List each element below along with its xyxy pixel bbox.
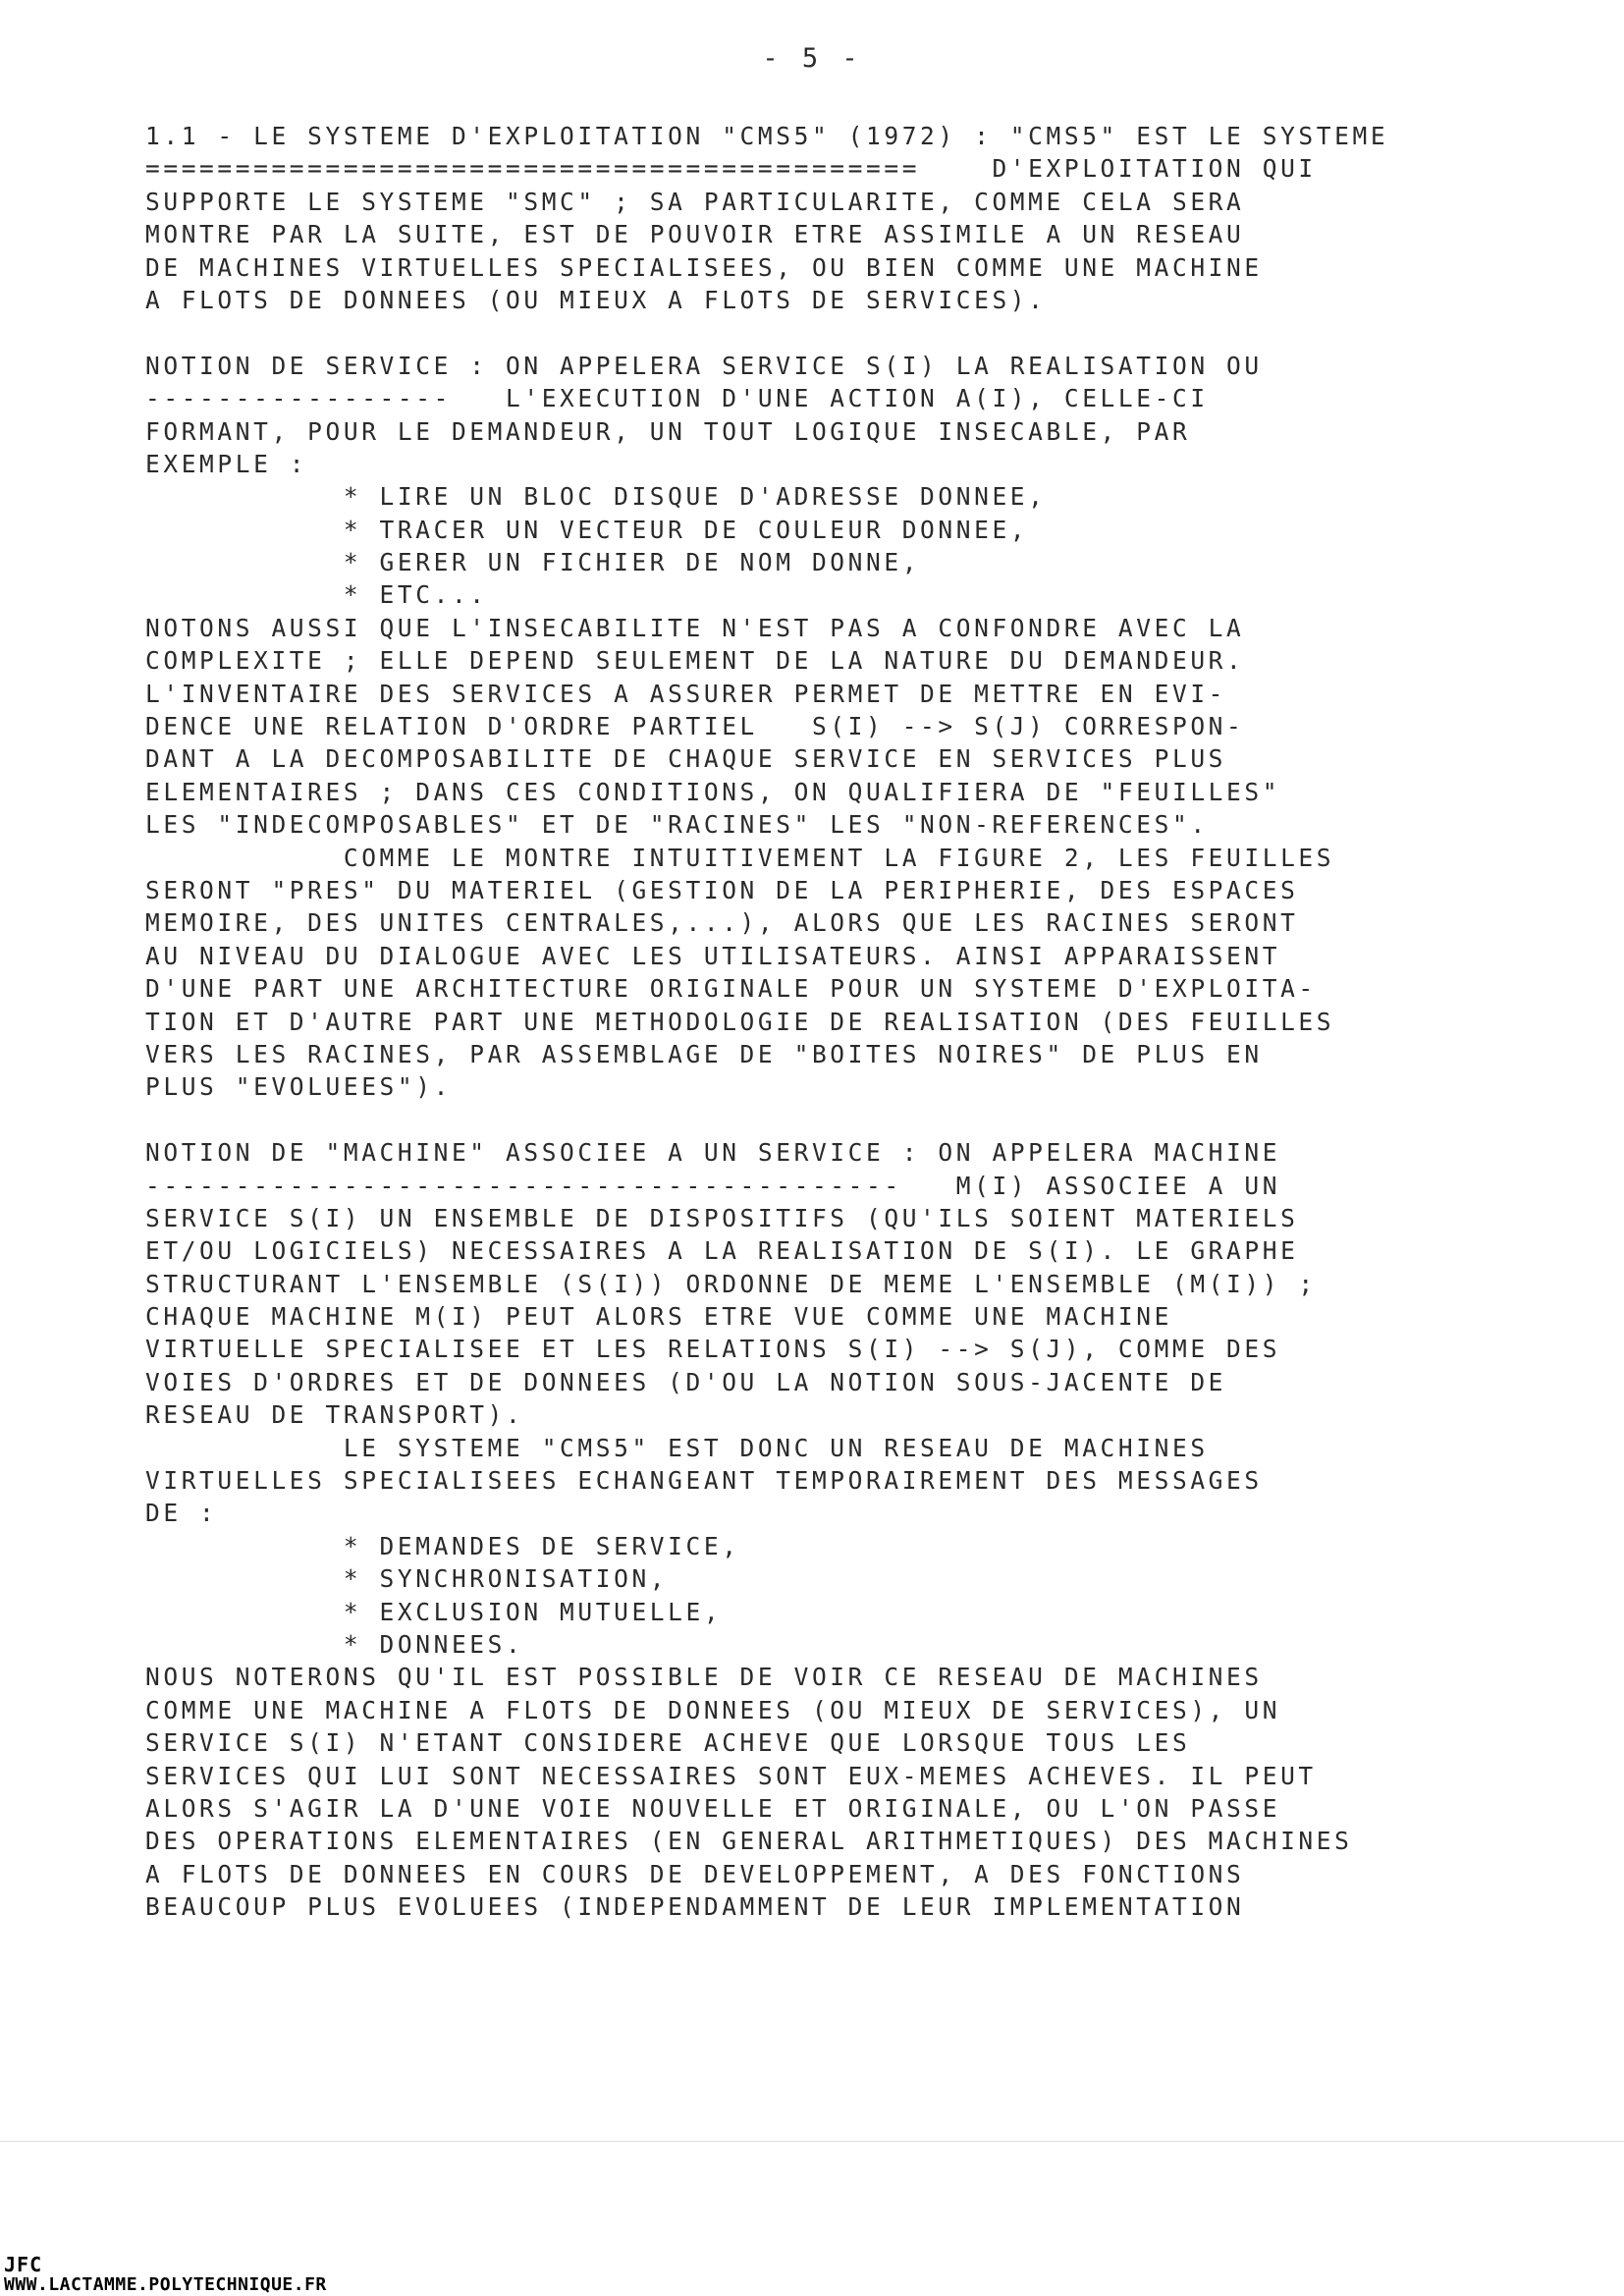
text-line: VERS LES RACINES, PAR ASSEMBLAGE DE "BOITES NOIRES" DE PLUS EN [145,1039,1263,1068]
text-line: ELEMENTAIRES ; DANS CES CONDITIONS, ON QUALIFIERA DE "FEUILLES" [145,777,1281,806]
text-line: DES OPERATIONS ELEMENTAIRES (EN GENERAL ARITHMETIQUES) DES MACHINES [145,1827,1353,1856]
text-line: SERVICES QUI LUI SONT NECESSAIRES SONT EUX-MEMES ACHEVES. IL PEUT [145,1761,1317,1790]
text-line: EXEMPLE : [145,449,308,478]
text-line: * ETC... [145,580,488,610]
text-line: FORMANT, POUR LE DEMANDEUR, UN TOUT LOGIQUE INSECABLE, PAR [145,416,1191,446]
text-line: BEAUCOUP PLUS EVOLUEES (INDEPENDAMMENT DE LEUR IMPLEMENTATION [145,1892,1245,1922]
text-line: =========================================== D'EXPLOITATION QUI [145,154,1317,184]
text-line [145,316,1569,349]
text-line: SUPPORTE LE SYSTEME "SMC" ; SA PARTICULARITE, COMME CELA SERA [145,187,1245,216]
text-line: * LIRE UN BLOC DISQUE D'ADRESSE DONNEE, [145,482,1047,512]
text-line: TION ET D'AUTRE PART UNE METHODOLOGIE DE REALISATION (DES FEUILLES [145,1007,1335,1036]
text-line: DE : [145,1499,218,1528]
text-line: SERVICE S(I) UN ENSEMBLE DE DISPOSITIFS (QU'ILS SOIENT MATERIELS [145,1203,1299,1232]
text-line: RESEAU DE TRANSPORT). [145,1400,524,1430]
text-line: ALORS S'AGIR LA D'UNE VOIE NOUVELLE ET ORIGINALE, OU L'ON PASSE [145,1793,1281,1823]
text-line: LE SYSTEME "CMS5" EST DONC UN RESEAU DE MACHINES [145,1433,1209,1462]
text-line: DENCE UNE RELATION D'ORDRE PARTIEL S(I) --> S(J) CORRESPON- [145,712,1245,741]
text-line: VOIES D'ORDRES ET DE DONNEES (D'OU LA NOTION SOUS-JACENTE DE [145,1367,1227,1396]
text-line: MONTRE PAR LA SUITE, EST DE POUVOIR ETRE ASSIMILE A UN RESEAU [145,220,1245,249]
text-line: CHAQUE MACHINE M(I) PEUT ALORS ETRE VUE COMME UNE MACHINE [145,1302,1172,1332]
text-line: 1.1 - LE SYSTEME D'EXPLOITATION "CMS5" (1972) : "CMS5" EST LE SYSTEME [145,122,1389,150]
page-number: - 5 - [762,43,862,74]
text-line: DE MACHINES VIRTUELLES SPECIALISEES, OU BIEN COMME UNE MACHINE [145,252,1263,282]
text-line: VIRTUELLES SPECIALISEES ECHANGEANT TEMPORAIREMENT DES MESSAGES [145,1466,1263,1496]
text-line: NOTION DE SERVICE : ON APPELERA SERVICE S(I) LA REALISATION OU [145,351,1263,380]
text-line: * DEMANDES DE SERVICE, [145,1531,740,1560]
text-line: D'UNE PART UNE ARCHITECTURE ORIGINALE POUR UN SYSTEME D'EXPLOITA- [145,974,1317,1004]
text-line: NOTONS AUSSI QUE L'INSECABILITE N'EST PAS A CONFONDRE AVEC LA [145,613,1245,642]
text-line: NOTION DE "MACHINE" ASSOCIEE A UN SERVICE : ON APPELERA MACHINE [145,1138,1281,1168]
text-line: ET/OU LOGICIELS) NECESSAIRES A LA REALISATION DE S(I). LE GRAPHE [145,1236,1299,1266]
text-line: COMME UNE MACHINE A FLOTS DE DONNEES (OU MIEUX DE SERVICES), UN [145,1695,1281,1724]
text-line: * DONNEES. [145,1629,524,1659]
text-line: COMPLEXITE ; ELLE DEPEND SEULEMENT DE LA NATURE DU DEMANDEUR. [145,646,1245,676]
text-line: * SYNCHRONISATION, [145,1564,669,1594]
text-line: VIRTUELLE SPECIALISEE ET LES RELATIONS S(I) --> S(J), COMME DES [145,1335,1281,1364]
text-line: PLUS "EVOLUEES"). [145,1072,452,1102]
text-line: NOUS NOTERONS QU'IL EST POSSIBLE DE VOIR CE RESEAU DE MACHINES [145,1663,1263,1692]
text-line: MEMOIRE, DES UNITES CENTRALES,...), ALORS QUE LES RACINES SERONT [145,908,1299,938]
text-line: COMME LE MONTRE INTUITIVEMENT LA FIGURE 2, LES FEUILLES [145,843,1335,872]
typewritten-body [145,120,1569,1923]
watermark-url: WWW.LACTAMME.POLYTECHNIQUE.FR [4,2274,327,2295]
text-line: STRUCTURANT L'ENSEMBLE (S(I)) ORDONNE DE MEME L'ENSEMBLE (M(I)) ; [145,1269,1317,1298]
text-line: AU NIVEAU DU DIALOGUE AVEC LES UTILISATEURS. AINSI APPARAISSENT [145,941,1281,970]
text-line: * GERER UN FICHIER DE NOM DONNE, [145,548,921,577]
page-bottom-rule [0,2141,1624,2142]
text-line: SERVICE S(I) N'ETANT CONSIDERE ACHEVE QUE LORSQUE TOUS LES [145,1728,1191,1758]
text-line: LES "INDECOMPOSABLES" ET DE "RACINES" LES "NON-REFERENCES". [145,810,1209,840]
text-line: ------------------------------------------ M(I) ASSOCIEE A UN [145,1171,1281,1200]
text-line: * EXCLUSION MUTUELLE, [145,1597,723,1626]
text-line [145,1104,1569,1136]
site-watermark [4,2255,327,2294]
text-line: * TRACER UN VECTEUR DE COULEUR DONNEE, [145,515,1029,544]
text-line: SERONT "PRES" DU MATERIEL (GESTION DE LA PERIPHERIE, DES ESPACES [145,875,1299,904]
text-line: DANT A LA DECOMPOSABILITE DE CHAQUE SERVICE EN SERVICES PLUS [145,744,1227,774]
text-line: ----------------- L'EXECUTION D'UNE ACTION A(I), CELLE-CI [145,384,1209,413]
watermark-logo: JFC [4,2253,43,2276]
text-line: A FLOTS DE DONNEES (OU MIEUX A FLOTS DE SERVICES). [145,285,1047,314]
text-line: L'INVENTAIRE DES SERVICES A ASSURER PERMET DE METTRE EN EVI- [145,679,1227,708]
text-line: A FLOTS DE DONNEES EN COURS DE DEVELOPPEMENT, A DES FONCTIONS [145,1859,1245,1888]
